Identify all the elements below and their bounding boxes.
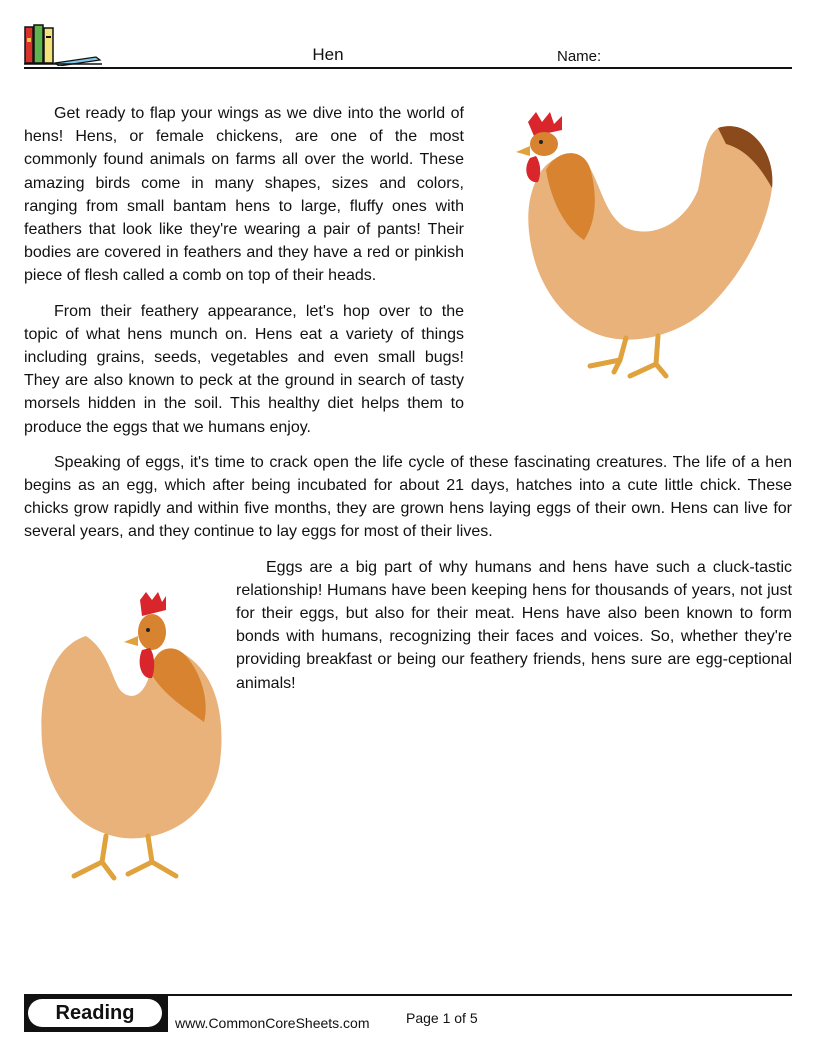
image-spacer-left	[24, 556, 236, 846]
paragraph-4: Eggs are a big part of why humans and hens have such a cluck-tastic relationship! Humans have been keeping hens for thousands of years, not just for their eggs, but also for their meat. Hens have also been known to form bonds with humans, recognizing their faces and voices. So, whether they're providing breakfast or being our feathery friends, hens sure are egg-ceptional animals!	[236, 558, 792, 692]
article-body	[24, 102, 792, 846]
image-spacer-right	[486, 102, 792, 402]
footer-page-number: Page 1 of 5	[406, 1010, 478, 1026]
footer-site: www.CommonCoreSheets.com	[175, 1015, 370, 1031]
paragraph-2: From their feathery appearance, let's hop over to the topic of what hens munch on. Hens eat a variety of things including grains, seeds, vegetables and even small bugs! They are also known to peck at the ground in search of tasty morsels hidden in the soil. This healthy diet helps them to produce the eggs that we humans enjoy.	[24, 302, 464, 436]
page-title: Hen	[312, 45, 344, 64]
footer-badge	[24, 996, 168, 1032]
name-label: Name:	[557, 48, 602, 65]
header-rule	[24, 67, 792, 69]
books-logo-icon	[24, 24, 102, 66]
footer-badge-label: Reading	[28, 999, 162, 1027]
paragraph-3: Speaking of eggs, it's time to crack open the life cycle of these fascinating creatures. The life of a hen begins as an egg, which after being incubated for about 21 days, hatches into a cute little chick. These chicks grow rapidly and within five months, they are grown hens laying eggs of their own. Hens can live for several years, and they continue to lay eggs for most of their lives.	[24, 453, 792, 541]
paragraph-1: Get ready to flap your wings as we dive into the world of hens! Hens, or female chickens, are one of the most commonly found animals on farms all over the world. These amazing birds come in many shapes, sizes and colors, ranging from small bantam hens to large, fluffy ones with feathers that look like they're wearing a pair of pants! Their bodies are covered in feathers and they have a red or pinkish piece of flesh called a comb on top of their heads.	[24, 105, 464, 285]
